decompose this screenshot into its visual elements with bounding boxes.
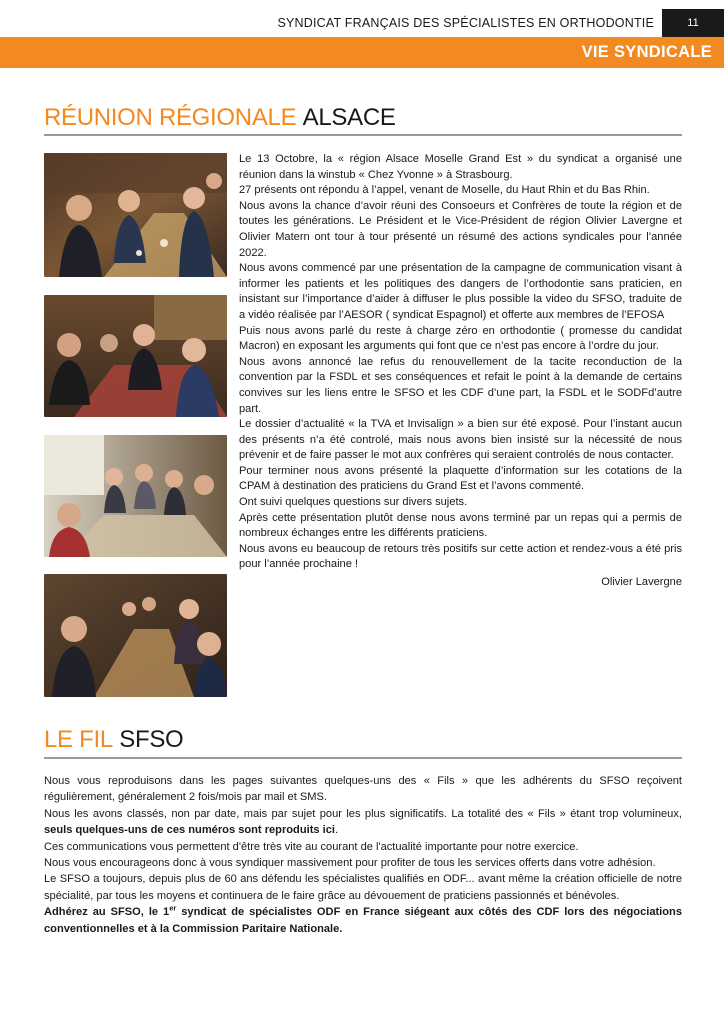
article-body-reunion <box>239 152 682 591</box>
article-paragraph: 27 présents ont répondu à l’appel, venant de Moselle, du Haut Rhin et du Bas Rhin. <box>239 184 650 197</box>
section-title: VIE SYNDICALE <box>581 43 712 61</box>
page-header <box>0 0 724 37</box>
fil-paragraph: Nous vous reproduisons dans les pages suivantes quelques-uns des « Fils » que les adhérents du SFSO reçoivent régulièrement, généralement 2 fois/mois par mail et SMS. <box>44 775 682 804</box>
title-rule <box>44 134 682 136</box>
title-dark: ALSACE <box>302 104 396 131</box>
meeting-photo-3 <box>44 435 227 557</box>
fil-paragraph: Nous vous encourageons donc à vous syndiquer massivement pour profiter de tous les services offerts dans votre adhésion. <box>44 857 656 870</box>
article-signature: Olivier Lavergne <box>601 576 682 589</box>
article-paragraph: Nous avons commencé par une présentation de la campagne de communication visant à informer les patients et les politiques des dangers de l’orthodontie sans praticien, en insistant sur l’importance d’aider à diffuser le plus possible la video du SFSO, traduite de a vidéo réalisée par l’AESOR ( syndicat Espagnol) et offerte aux membres de l’EFOSA <box>239 262 682 321</box>
title-accent: LE FIL <box>44 726 113 753</box>
fil-bold-span: seuls quelques-uns de ces numéros sont reproduits ici <box>44 824 335 837</box>
fil-text-span: . <box>334 824 339 837</box>
title-dark: SFSO <box>119 726 184 753</box>
title-accent: RÉUNION RÉGIONALE <box>44 104 297 131</box>
article-title-reunion <box>44 104 396 132</box>
fil-bold-span: syndicat de spécialistes ODF en France siégeant aux côtés des CDF lors des négociations conventionnelles et à la Commission Paritaire Nationale. <box>44 906 682 935</box>
fil-paragraph <box>44 806 682 839</box>
article-body-fil <box>44 773 682 937</box>
article-title-fil <box>44 726 183 754</box>
fil-bold-span: Adhérez au SFSO, le 1 <box>44 906 170 919</box>
fil-paragraph: Le SFSO a toujours, depuis plus de 60 ans défendu les spécialistes qualifiés en ODF... avant même la création officielle de notre spécialité, par tous les moyens et continuera de le faire grâce au dévouement de praticiens passionnés et bénévoles. <box>44 873 682 902</box>
article-paragraph: Le 13 Octobre, la « région Alsace Moselle Grand Est » du syndicat a organisé une réunion dans la winstub « Chez Yvonne » à Strasbourg. <box>239 153 682 181</box>
superscript: er <box>169 903 177 913</box>
article-paragraph: Nous avons la chance d’avoir réuni des Consoeurs et Confrères de toute la région et de toutes les générations. Le Président et le Vice-Président de région Olivier Lavergne et Olivier Matern ont tour à tour présenté un résumé des actions syndicales pour l’année 2022. <box>239 199 682 259</box>
meeting-photo-1 <box>44 153 227 277</box>
page-number: 11 <box>662 9 724 37</box>
fil-closing-paragraph <box>44 904 682 937</box>
article-paragraph: Après cette présentation plutôt dense nous avons terminé par un repas qui a permis de nombreux échanges entre les différents praticiens. <box>239 511 682 540</box>
publication-name: SYNDICAT FRANÇAIS DES SPÉCIALISTES EN ORTHODONTIE <box>277 16 654 30</box>
article-paragraph: Nous avons eu beaucoup de retours très positifs sur cette action et rendez-vous a été pris pour l’année prochaine ! <box>239 542 682 571</box>
article-paragraph: Puis nous avons parlé du reste à charge zéro en orthodontie ( promesse du candidat Macron) en exposant les arguments qui font que ce n’est pas encore à l’ordre du jour. <box>239 324 682 353</box>
article-paragraph: Ont suivi quelques questions sur divers sujets. <box>239 496 468 509</box>
article-paragraph: Nous avons annoncé lae refus du renouvellement de la tacite reconduction de la convention par la FSDL et ses conséquences et refait le point à la demande de certains convives sur les liens entre le SFSO et les CDF d’une part, la FSDL et le SODFd’autre part. <box>239 355 682 415</box>
fil-paragraph: Ces communications vous permettent d'être très vite au courant de l'actualité importante pour notre exercice. <box>44 840 579 853</box>
meeting-photo-4 <box>44 574 227 697</box>
meeting-photo-2 <box>44 295 227 417</box>
article-paragraph: Le dossier d’actualité « la TVA et Invisalign » a bien sur été exposé. Pour l’instant aucun des présents n’a été controlé, mais nous avons bien insisté sur la nécessité de nous prévenir et de faire passer le mot aux confrères qui seraient controlés de nous contacter. <box>239 418 682 462</box>
fil-text-span: Nous les avons classés, non par date, mais par sujet pour les plus significatifs. La totalité des « Fils » étant trop volumineux, <box>44 807 682 820</box>
section-band <box>0 37 724 68</box>
title-rule <box>44 757 682 759</box>
article-paragraph: Pour terminer nous avons présenté la plaquette d’information sur les cotations de la CPAM à destination des praticiens du Grand Est et l’avons commenté. <box>239 464 682 493</box>
